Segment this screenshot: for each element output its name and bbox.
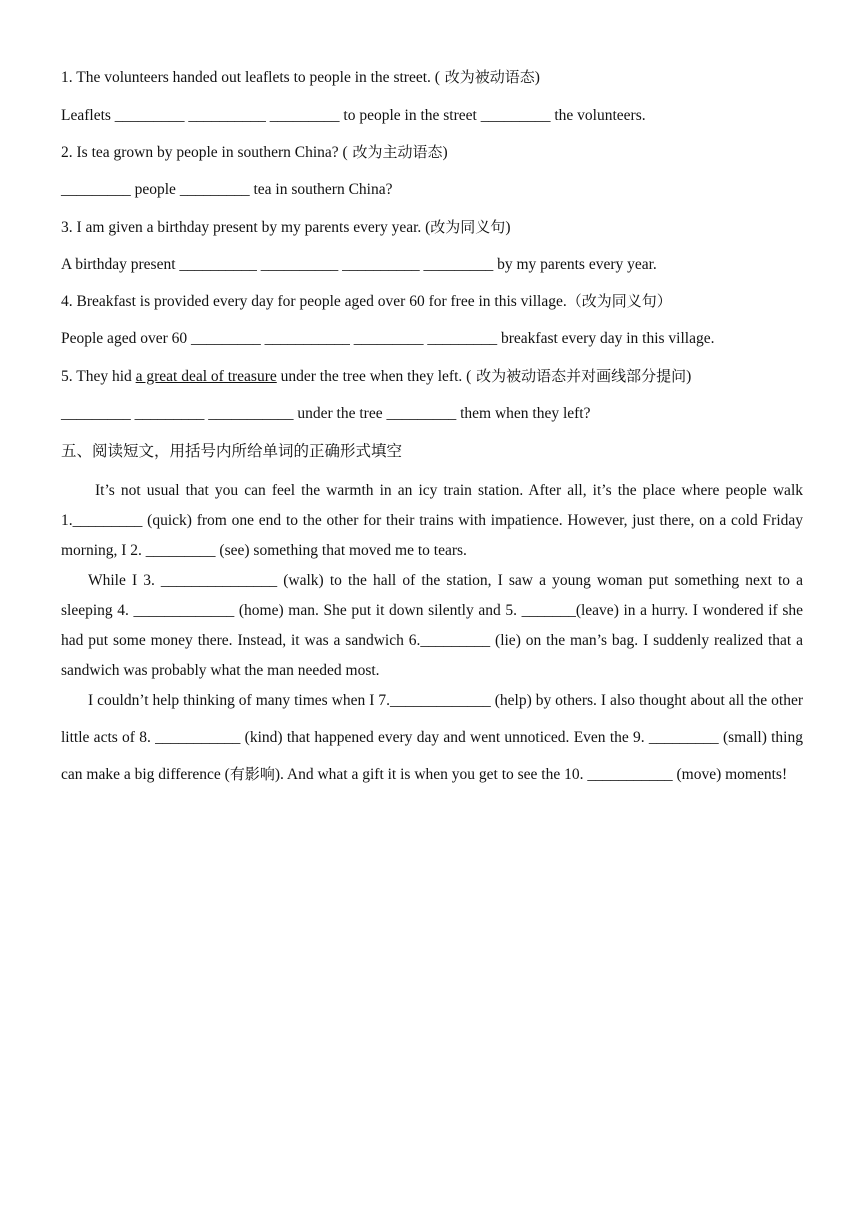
question-1: [61, 66, 540, 87]
question-1-answer-line: Leaflets _________ __________ _________ to people in the street _________ the volunteers.: [61, 107, 646, 124]
question-4-prompt: 4. Breakfast is provided every day for people aged over 60 for free in this village.: [61, 293, 567, 310]
question-2-prompt: 2. Is tea grown by people in southern China? (: [61, 144, 348, 161]
passage-paragraph-3-text-a: I couldn’t help thinking of many times when I 7._____________ (help) by others. I also thought about all the other little acts of 8. ___________ (kind) that happened every day and went unnoticed. Even the 9. _________ (small) thing can make a big difference (: [61, 692, 803, 783]
question-2-instruction: 改为主动语态: [347, 143, 443, 161]
question-1-close: ): [534, 69, 540, 86]
question-3-close: ): [505, 219, 511, 236]
question-5-underlined-phrase: a great deal of treasure: [135, 368, 277, 385]
passage-paragraph-2: While I 3. _______________ (walk) to the hall of the station, I saw a young woman put something next to a sleeping 4. _____________ (home) man. She put it down silently and 5. _______(leave) in a hurry. I wondered if she had put some money there. Instead, it was a sandwich 6._________ (lie) on the man’s bag. I suddenly realized that a sandwich was probably what the man needed most.: [61, 572, 803, 679]
reading-passage: [61, 476, 803, 793]
question-2-close: ): [442, 144, 448, 161]
question-5-answer-line: _________ _________ ___________ under the tree _________ them when they left?: [61, 405, 591, 422]
question-2: [61, 141, 448, 162]
question-3-prompt: 3. I am given a birthday present by my parents every year. (: [61, 219, 431, 236]
question-5: [61, 365, 691, 386]
section-5-heading: 五、阅读短文，用括号内所给单词的正确形式填空: [61, 442, 403, 460]
question-1-prompt: 1. The volunteers handed out leaflets to people in the street. (: [61, 69, 440, 86]
passage-paragraph-1: It’s not usual that you can feel the warmth in an icy train station. After all, it’s the place where people walk 1._________ (quick) from one end to the other for their trains with impatience. However, just there, on a cold Friday morning, I 2. _________ (see) something that moved me to tears.: [61, 482, 803, 559]
question-3: [61, 216, 510, 237]
question-5-close: ): [686, 368, 692, 385]
question-2-answer-line: _________ people _________ tea in southern China?: [61, 181, 393, 198]
question-4-answer-line: People aged over 60 _________ ___________ _________ _________ breakfast every day in this village.: [61, 330, 715, 347]
question-5-prompt-end: under the tree when they left. (: [276, 368, 472, 385]
passage-paragraph-3: [61, 682, 803, 793]
question-1-instruction: 改为被动语态: [439, 68, 535, 86]
passage-paragraph-3-text-b: ). And what a gift it is when you get to see the 10. ___________ (move) moments!: [274, 766, 788, 783]
question-5-instruction: 改为被动语态并对画线部分提问: [471, 367, 687, 385]
passage-paragraph-3-chinese-note: 有影响: [229, 765, 275, 783]
question-3-instruction: 改为同义句: [430, 218, 506, 236]
question-4-instruction: （改为同义句）: [566, 292, 672, 310]
question-3-answer-line: A birthday present __________ __________ __________ _________ by my parents every year.: [61, 256, 657, 273]
question-5-prompt-start: 5. They hid: [61, 368, 136, 385]
question-4: [61, 290, 672, 311]
